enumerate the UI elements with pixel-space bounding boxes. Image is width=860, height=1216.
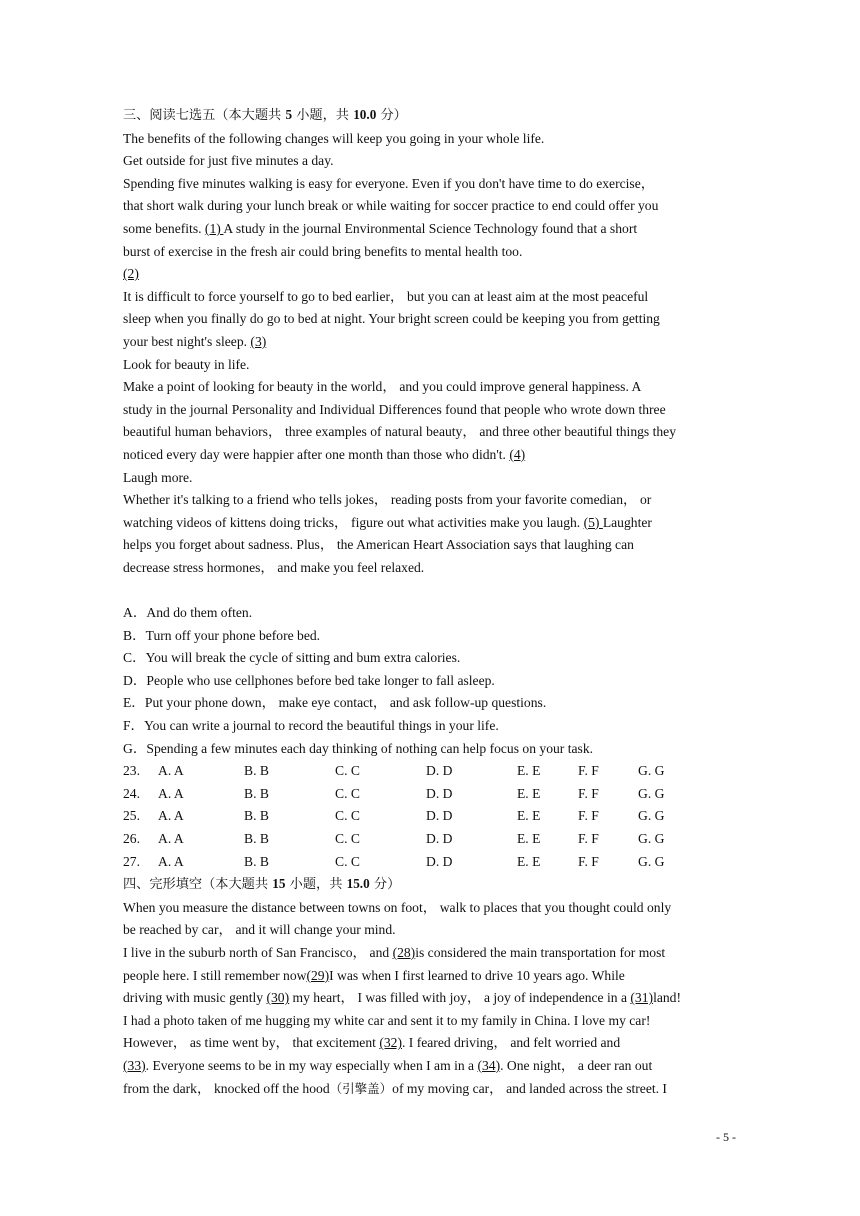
paragraph-title: Laugh more. (123, 469, 193, 485)
blank-5: (5) (583, 514, 603, 530)
choice-f: F．You can write a journal to record the beautiful things in your life. (123, 718, 499, 734)
paragraph-line: Spending five minutes walking is easy for everyone. Even if you don't have time to do exercise， (123, 175, 655, 191)
answer-option[interactable]: G. G (638, 853, 665, 869)
choice-a: A．And do them often. (123, 605, 253, 621)
choice-e: E．Put your phone down， make eye contact， and ask follow-up questions. (123, 695, 547, 711)
paragraph-line: some benefits. (1) A study in the journal Environmental Science Technology found that a short (123, 220, 638, 236)
paragraph-line: (33). Everyone seems to be in my way especially when I am in a (34). One night， a deer ran out (123, 1057, 653, 1073)
answer-option[interactable]: E. E (517, 831, 541, 846)
answer-option[interactable]: E. E (517, 853, 541, 869)
choice-d: D．People who use cellphones before bed take longer to fall asleep. (123, 672, 495, 688)
answer-option[interactable]: D. D (426, 763, 453, 779)
answer-row (123, 851, 748, 874)
paragraph-line: that short walk during your lunch break or while waiting for soccer practice to end could offer you (123, 198, 659, 214)
answer-option[interactable]: A. A (158, 853, 184, 869)
answer-row (123, 760, 748, 783)
blank-29: (29) (306, 967, 330, 983)
paragraph-line: study in the journal Personality and Individual Differences found that people who wrote down three (123, 401, 666, 417)
paragraph-line: helps you forget about sadness. Plus， the American Heart Association says that laughing can (123, 537, 634, 553)
paragraph-line: Make a point of looking for beauty in the world， and you could improve general happiness. A (123, 379, 642, 395)
paragraph-line: Whether it's talking to a friend who tells jokes， reading posts from your favorite comedian， or (123, 492, 652, 508)
answer-option[interactable]: A. A (158, 785, 184, 801)
answer-option[interactable]: B. B (244, 785, 269, 801)
blank-4: (4) (509, 446, 526, 462)
section4-heading: 四、完形填空（本大题共 15 小题，共 15.0 分） (123, 876, 401, 893)
question-number: 25. (123, 808, 140, 824)
paragraph-line: people here. I still remember now(29)I was when I first learned to drive 10 years ago. While (123, 967, 625, 983)
paragraph-line: watching videos of kittens doing tricks， figure out what activities make you laugh. (5) Laughter (123, 514, 652, 530)
blank-3: (3) (250, 333, 267, 349)
question-number: 24. (123, 785, 140, 801)
answer-row (123, 783, 748, 806)
document-body (123, 104, 748, 1100)
answer-row (123, 828, 748, 851)
answer-option[interactable]: F. F (578, 808, 599, 824)
paragraph-line: driving with music gently (30) my heart， I was filled with joy， a joy of independence in a (31)land! (123, 990, 681, 1006)
answer-option[interactable]: F. F (578, 853, 599, 869)
paragraph-line: from the dark， knocked off the hood（引擎盖）of my moving car， and landed across the street. I (123, 1080, 667, 1096)
blank-31: (31) (630, 990, 654, 1006)
answer-row (123, 805, 748, 828)
paragraph-line: noticed every day were happier after one month than those who didn't. (4) (123, 446, 526, 462)
answer-option[interactable]: D. D (426, 853, 453, 869)
choice-b: B．Turn off your phone before bed. (123, 627, 321, 643)
answer-option[interactable]: G. G (638, 831, 665, 846)
answer-option[interactable]: D. D (426, 831, 453, 846)
answer-option[interactable]: D. D (426, 785, 453, 801)
choice-c: C．You will break the cycle of sitting and bum extra calories. (123, 650, 461, 666)
paragraph-line: When you measure the distance between towns on foot， walk to places that you thought could only (123, 899, 672, 915)
answer-option[interactable]: G. G (638, 808, 665, 824)
answer-option[interactable]: B. B (244, 808, 269, 824)
paragraph-title: Look for beauty in life. (123, 356, 250, 372)
paragraph-line: I live in the suburb north of San Francisco， and (28)is considered the main transportation for most (123, 944, 666, 960)
intro-line: The benefits of the following changes will keep you going in your whole life. (123, 130, 545, 146)
answer-option[interactable]: A. A (158, 831, 184, 846)
paragraph-line (123, 263, 748, 286)
paragraph-line: decrease stress hormones， and make you feel relaxed. (123, 559, 425, 575)
question-number: 27. (123, 853, 140, 869)
answer-option[interactable]: B. B (244, 763, 269, 779)
answer-option[interactable]: B. B (244, 831, 269, 846)
answer-option[interactable]: G. G (638, 785, 665, 801)
paragraph-line: sleep when you finally do go to bed at night. Your bright screen could be keeping you from getting (123, 311, 660, 327)
answer-option[interactable]: D. D (426, 808, 453, 824)
answer-option[interactable]: B. B (244, 853, 269, 869)
section3-heading: 三、阅读七选五（本大题共 5 小题，共 10.0 分） (123, 107, 407, 123)
blank-28: (28) (392, 944, 416, 960)
paragraph-line: I had a photo taken of me hugging my white car and sent it to my family in China. I love my car! (123, 1012, 651, 1028)
paragraph-line: be reached by car， and it will change your mind. (123, 922, 396, 938)
blank-33: (33) (123, 1057, 146, 1073)
spacer (123, 579, 748, 602)
blank-32: (32) (379, 1035, 402, 1051)
answer-option[interactable]: A. A (158, 763, 184, 779)
answer-option[interactable]: C. C (335, 808, 360, 824)
blank-1: (1) (204, 220, 224, 236)
choice-g: G．Spending a few minutes each day thinking of nothing can help focus on your task. (123, 740, 594, 756)
answer-option[interactable]: C. C (335, 831, 360, 846)
blank-34: (34) (477, 1057, 501, 1073)
answer-option[interactable]: C. C (335, 785, 360, 801)
answer-option[interactable]: C. C (335, 853, 360, 869)
paragraph-line: burst of exercise in the fresh air could bring benefits to mental health too. (123, 243, 523, 259)
answer-option[interactable]: F. F (578, 785, 599, 801)
answer-option[interactable]: F. F (578, 763, 599, 779)
question-number: 26. (123, 831, 140, 846)
answer-options (123, 760, 748, 873)
paragraph-line: your best night's sleep. (3) (123, 333, 267, 349)
answer-option[interactable]: C. C (335, 763, 360, 779)
answer-option[interactable]: E. E (517, 808, 541, 824)
answer-option[interactable]: E. E (517, 785, 541, 801)
paragraph-line: It is difficult to force yourself to go to bed earlier， but you can at least aim at the most peaceful (123, 288, 649, 304)
answer-option[interactable]: F. F (578, 831, 599, 846)
paragraph-line: beautiful human behaviors， three examples of natural beauty， and three other beautiful things they (123, 424, 677, 440)
page-number: - 5 - (716, 1130, 736, 1144)
paragraph-line: However， as time went by， that excitement (32). I feared driving， and felt worried and (123, 1035, 621, 1051)
answer-option[interactable]: A. A (158, 808, 184, 824)
blank-2: (2) (123, 266, 139, 282)
paragraph-title: Get outside for just five minutes a day. (123, 153, 334, 169)
question-number: 23. (123, 763, 140, 779)
answer-option[interactable]: E. E (517, 763, 541, 779)
answer-option[interactable]: G. G (638, 763, 665, 779)
blank-30: (30) (266, 990, 290, 1006)
